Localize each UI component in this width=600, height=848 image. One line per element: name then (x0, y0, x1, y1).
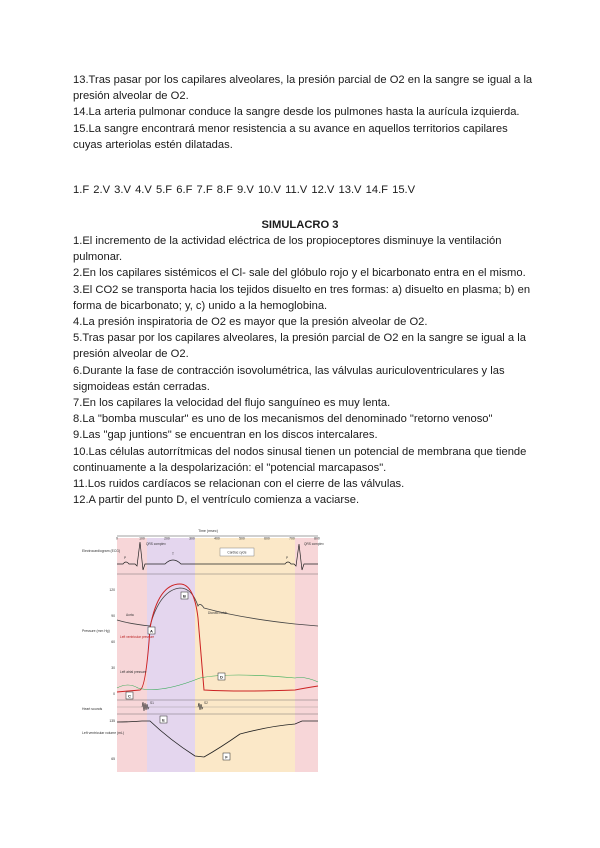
time-tick: 100 (139, 536, 145, 541)
pressure-tick: 30 (111, 666, 115, 670)
point-f-label: F (225, 754, 228, 760)
qrs-right-label: QRS complex (304, 542, 324, 546)
pressure-tick: 0 (113, 692, 115, 696)
p-wave-label: P (286, 556, 289, 560)
pressure-label: Pressure (mm Hg) (82, 629, 110, 633)
pressure-tick: 60 (111, 640, 115, 644)
dicrotic-notch-label: Dicrotic notch (208, 611, 228, 615)
sim-question-9: 9.Las "gap juntions" se encuentran en los discos intercalares. (73, 429, 378, 442)
p-wave-label: P (124, 556, 127, 560)
qrs-left-label: QRS complex (146, 542, 166, 546)
point-e-label: E (162, 717, 165, 723)
point-b-label: B (183, 593, 186, 599)
volume-label: Left ventricular volume (mL) (82, 731, 125, 735)
time-tick: 800 (314, 536, 320, 541)
question-15: 15.La sangre encontrará menor resistencia a su avance en aquellos territorios capilares cuyas arteriolas estén dilatadas. (73, 122, 508, 151)
question-14: 14.La arteria pulmonar conduce la sangre desde los pulmones hasta la aurícula izquierda. (73, 106, 520, 119)
answer-key: 1.F 2.V 3.V 4.V 5.F 6.F 7.F 8.F 9.V 10.V 11.V 12.V 13.V 14.F 15.V (73, 184, 416, 196)
simulacro-title: SIMULACRO 3 (261, 219, 339, 231)
s1-label: S1 (150, 701, 154, 705)
sim-question-12: 12.A partir del punto D, el ventrículo comienza a vaciarse. (73, 494, 360, 507)
sim-question-3: 3.El CO2 se transporta hacia los tejidos disuelto en tres formas: a) disuelto en plasma; b) en forma de bicarbonato; y, c) unido a la hemoglobina. (73, 283, 531, 312)
sim-question-4: 4.La presión inspiratoria de O2 es mayor que la presión alveolar de O2. (73, 316, 428, 329)
time-tick: 200 (164, 536, 170, 541)
phase-band-atrial-left (117, 538, 147, 772)
time-tick: 700 (289, 536, 295, 541)
point-a-label: A (150, 628, 153, 634)
intro-questions (73, 72, 533, 153)
question-13: 13.Tras pasar por los capilares alveolares, la presión parcial de O2 en la sangre se igual a la presión alveolar de O2. (73, 74, 533, 103)
volume-tick: 65 (111, 757, 115, 761)
volume-tick: 135 (109, 719, 115, 723)
time-tick: 600 (264, 536, 270, 541)
time-tick: 0 (116, 536, 118, 541)
point-d-label: D (220, 674, 223, 680)
sim-question-6: 6.Durante la fase de contracción isovolumétrica, las válvulas auriculoventriculares y las sigmoideas están cerradas. (73, 364, 505, 393)
t-wave-label: T (172, 552, 174, 556)
la-pressure-label: Left atrial pressure (120, 670, 147, 674)
point-c-label: C (128, 693, 131, 699)
pressure-tick: 90 (111, 614, 115, 618)
pressure-tick: 120 (109, 588, 115, 592)
phase-band-atrial-right (295, 538, 318, 772)
simulacro-questions (73, 233, 533, 508)
sim-question-1: 1.El incremento de la actividad eléctrica de los propioceptores disminuye la ventilación pulmonar. (73, 235, 502, 264)
sim-question-7: 7.En los capilares la velocidad del flujo sanguíneo es muy lenta. (73, 397, 391, 410)
phase-band-filling (195, 538, 295, 772)
time-tick: 400 (214, 536, 220, 541)
aorta-label: Aorta (126, 613, 134, 617)
sim-question-2: 2.En los capilares sistémicos el Cl- sale del glóbulo rojo y el bicarbonato entra en el mismo. (73, 267, 526, 280)
phase-band-ejection (147, 538, 195, 772)
time-tick: 500 (239, 536, 245, 541)
sim-question-10: 10.Las células autorrítmicas del nodos sinusal tienen un potencial de membrana que tiende continuamente a la despolarización: el "potencial marcapasos". (73, 445, 527, 474)
heart-sounds-label: Heart sounds (82, 707, 103, 711)
lv-pressure-label: Left ventricular pressure (120, 635, 155, 639)
sim-question-5: 5.Tras pasar por los capilares alveolares, la presión parcial de O2 en la sangre se igual a la presión alveolar de O2. (73, 332, 526, 361)
time-axis-title: Time (msec) (198, 529, 218, 533)
cardiac-cycle-diagram (80, 528, 326, 772)
s2-label: S2 (204, 701, 208, 705)
sim-question-8: 8.La "bomba muscular" es uno de los mecanismos del denominado "retorno venoso" (73, 413, 493, 426)
cardiac-cycle-label: Cardiac cycle (227, 550, 247, 555)
ecg-label: Electrocardiogram (ECG) (82, 549, 121, 553)
sim-question-11: 11.Los ruidos cardíacos se relacionan con el cierre de las válvulas. (73, 478, 405, 491)
time-tick: 300 (189, 536, 195, 541)
